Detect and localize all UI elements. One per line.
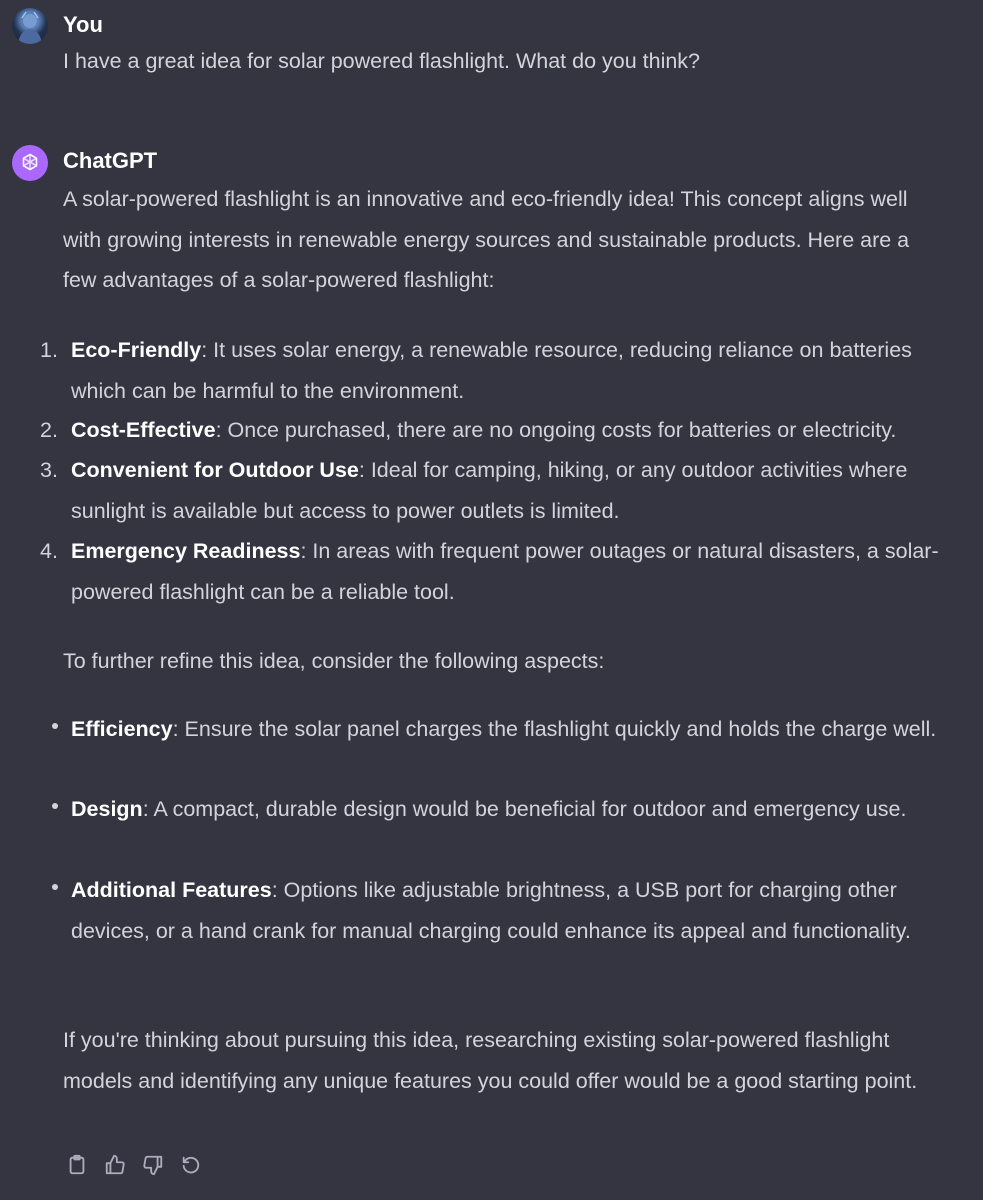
copy-button[interactable] — [64, 1152, 90, 1178]
list-item — [71, 330, 953, 411]
user-author: You — [63, 12, 103, 37]
assistant-author: ChatGPT — [63, 148, 158, 173]
list-item — [71, 531, 953, 612]
thumbs-down-icon — [142, 1154, 164, 1176]
regenerate-icon — [180, 1154, 202, 1176]
thumbs-up-icon — [104, 1154, 126, 1176]
bullet-icon — [52, 884, 58, 890]
list-item-text: : Ensure the solar panel charges the flashlight quickly and holds the charge well. — [172, 717, 937, 741]
bullet-icon — [52, 803, 58, 809]
user-avatar — [12, 8, 48, 44]
chatgpt-avatar — [12, 145, 48, 181]
user-message-text: I have a great idea for solar powered flashlight. What do you think? — [63, 49, 701, 73]
list-number: 4. — [40, 539, 58, 563]
list-item-title: Design — [71, 797, 143, 821]
list-item-title: Emergency Readiness — [71, 539, 301, 563]
list-item-title: Efficiency — [71, 717, 173, 741]
regenerate-button[interactable] — [178, 1152, 204, 1178]
clipboard-icon — [66, 1154, 88, 1176]
list-item-text: : Once purchased, there are no ongoing costs for batteries or electricity. — [215, 418, 897, 442]
list-item — [71, 789, 953, 830]
list-item — [71, 410, 963, 451]
thumbs-up-button[interactable] — [102, 1152, 128, 1178]
list-item-text: : It uses solar energy, a renewable resource, reducing reliance on batteries which can be harmful to the environment. — [71, 338, 912, 403]
thumbs-down-button[interactable] — [140, 1152, 166, 1178]
assistant-intro: A solar-powered flashlight is an innovative and eco-friendly idea! This concept aligns well with growing interests in renewable energy sources and sustainable products. Here are a few advantages of a solar-powered flashlight: — [63, 187, 910, 292]
list-item-title: Additional Features — [71, 878, 272, 902]
list-item-title: Cost-Effective — [71, 418, 216, 442]
list-item-title: Convenient for Outdoor Use — [71, 458, 359, 482]
list-number: 1. — [40, 338, 58, 362]
closing-paragraph: If you're thinking about pursuing this idea, researching existing solar-powered flashlight models and identifying any unique features you could offer would be a good starting point. — [63, 1028, 918, 1093]
openai-logo-icon — [18, 151, 42, 175]
list-item — [71, 709, 953, 750]
list-item-text: : Options like adjustable brightness, a USB port for charging other devices, or a hand crank for manual charging could enhance its appeal and functionality. — [71, 878, 911, 943]
list-item-text: : In areas with frequent power outages or natural disasters, a solar-powered flashlight can be a reliable tool. — [71, 539, 939, 604]
refine-intro: To further refine this idea, consider the following aspects: — [63, 649, 605, 673]
list-number: 2. — [40, 418, 58, 442]
list-item-text: : Ideal for camping, hiking, or any outdoor activities where sunlight is available but access to power outlets is limited. — [71, 458, 908, 523]
list-item — [71, 870, 953, 951]
message-actions — [64, 1152, 204, 1178]
list-item-text: : A compact, durable design would be beneficial for outdoor and emergency use. — [142, 797, 907, 821]
list-item-title: Eco-Friendly — [71, 338, 202, 362]
list-number: 3. — [40, 458, 58, 482]
bullet-icon — [52, 723, 58, 729]
list-item — [71, 450, 953, 531]
